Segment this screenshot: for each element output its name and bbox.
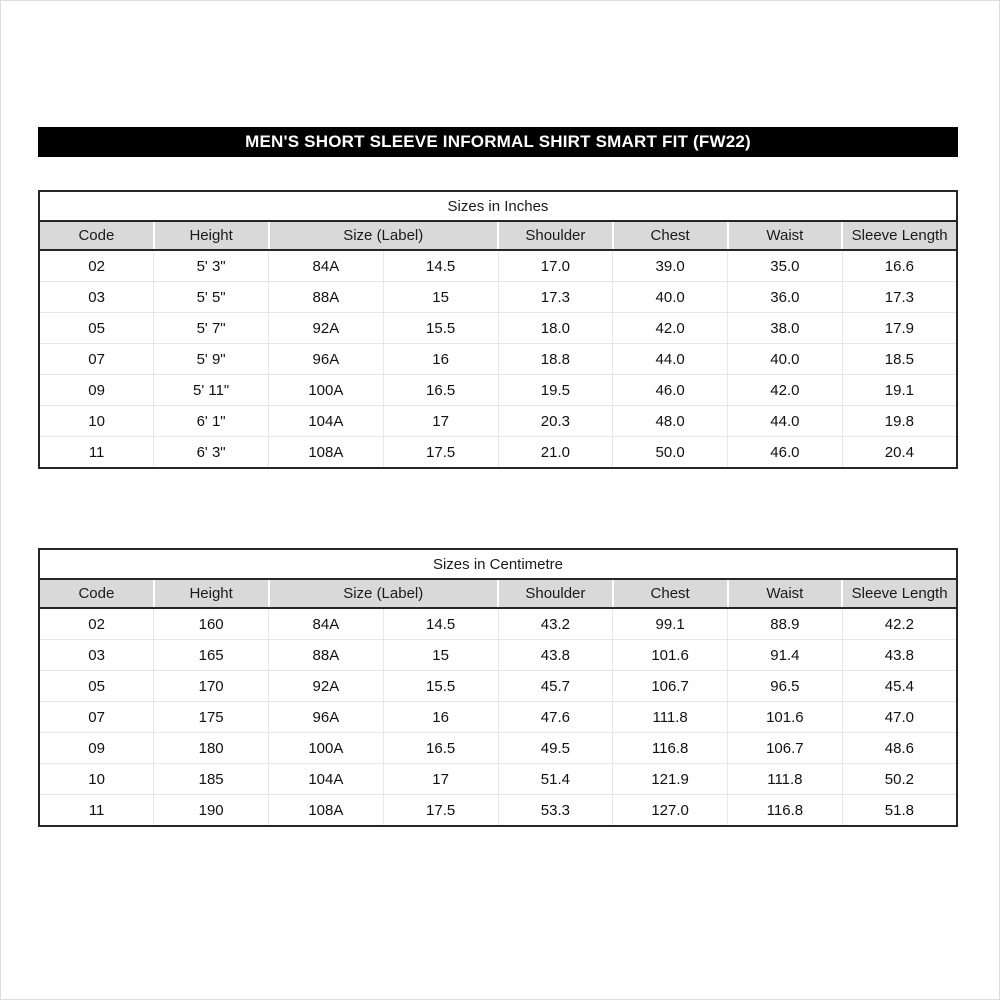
table-cell: 19.1 <box>842 375 957 406</box>
table-cell: 17.3 <box>498 282 613 313</box>
table-row <box>39 406 957 437</box>
centimetre-table-body <box>39 608 957 826</box>
table-cell: 09 <box>39 375 154 406</box>
column-header-size-label: Size (Label) <box>269 221 499 250</box>
table-cell: 18.0 <box>498 313 613 344</box>
table-cell: 42.2 <box>842 608 957 640</box>
table-cell: 16.6 <box>842 250 957 282</box>
table-cell: 116.8 <box>613 733 728 764</box>
table-cell: 47.6 <box>498 702 613 733</box>
table-cell: 88.9 <box>728 608 843 640</box>
table-cell: 15 <box>383 282 498 313</box>
table-cell: 6' 3" <box>154 437 269 469</box>
table-cell: 53.3 <box>498 795 613 827</box>
table-cell: 17.5 <box>383 795 498 827</box>
table-cell: 15.5 <box>383 671 498 702</box>
table-cell: 42.0 <box>728 375 843 406</box>
table-cell: 44.0 <box>613 344 728 375</box>
table-cell: 05 <box>39 671 154 702</box>
title-bar <box>38 127 958 157</box>
table-cell: 38.0 <box>728 313 843 344</box>
column-header-sleeve-length: Sleeve Length <box>842 579 957 608</box>
table-cell: 180 <box>154 733 269 764</box>
table-cell: 106.7 <box>613 671 728 702</box>
table-cell: 46.0 <box>613 375 728 406</box>
table-cell: 111.8 <box>728 764 843 795</box>
table-cell: 51.8 <box>842 795 957 827</box>
table-cell: 17.0 <box>498 250 613 282</box>
table-cell: 96.5 <box>728 671 843 702</box>
table-row <box>39 795 957 827</box>
table-cell: 101.6 <box>728 702 843 733</box>
column-header-height: Height <box>154 579 269 608</box>
column-header-shoulder: Shoulder <box>498 221 613 250</box>
table-cell: 100A <box>269 733 384 764</box>
table-cell: 18.5 <box>842 344 957 375</box>
table-cell: 106.7 <box>728 733 843 764</box>
table-cell: 02 <box>39 250 154 282</box>
column-header-shoulder: Shoulder <box>498 579 613 608</box>
table-cell: 92A <box>269 313 384 344</box>
table-cell: 190 <box>154 795 269 827</box>
table-cell: 108A <box>269 437 384 469</box>
table-row <box>39 671 957 702</box>
table-cell: 5' 3" <box>154 250 269 282</box>
table-cell: 5' 11" <box>154 375 269 406</box>
table-row <box>39 344 957 375</box>
table-row <box>39 702 957 733</box>
table-row <box>39 764 957 795</box>
table-cell: 16 <box>383 702 498 733</box>
table-title-row <box>39 549 957 579</box>
table-cell: 5' 9" <box>154 344 269 375</box>
table-row <box>39 313 957 344</box>
table-cell: 127.0 <box>613 795 728 827</box>
table-cell: 44.0 <box>728 406 843 437</box>
sizes-in-centimetre-table <box>38 548 958 827</box>
table-cell: 5' 5" <box>154 282 269 313</box>
table-cell: 99.1 <box>613 608 728 640</box>
table-cell: 50.2 <box>842 764 957 795</box>
table-cell: 10 <box>39 764 154 795</box>
table-cell: 19.5 <box>498 375 613 406</box>
table-cell: 17.9 <box>842 313 957 344</box>
table-cell: 88A <box>269 640 384 671</box>
table-cell: 43.8 <box>842 640 957 671</box>
table-cell: 18.8 <box>498 344 613 375</box>
table-row <box>39 608 957 640</box>
table-cell: 16 <box>383 344 498 375</box>
table-cell: 50.0 <box>613 437 728 469</box>
table-row <box>39 282 957 313</box>
table-title: Sizes in Inches <box>39 191 957 221</box>
table-cell: 48.0 <box>613 406 728 437</box>
table-cell: 16.5 <box>383 375 498 406</box>
table-cell: 19.8 <box>842 406 957 437</box>
table-cell: 185 <box>154 764 269 795</box>
sizes-in-inches-table <box>38 190 958 469</box>
table-cell: 11 <box>39 795 154 827</box>
table-cell: 51.4 <box>498 764 613 795</box>
table-cell: 91.4 <box>728 640 843 671</box>
table-cell: 02 <box>39 608 154 640</box>
table-row <box>39 250 957 282</box>
column-header-chest: Chest <box>613 579 728 608</box>
table-cell: 17.5 <box>383 437 498 469</box>
column-header-size-label: Size (Label) <box>269 579 499 608</box>
table-cell: 17.3 <box>842 282 957 313</box>
table-cell: 35.0 <box>728 250 843 282</box>
table-cell: 16.5 <box>383 733 498 764</box>
table-cell: 165 <box>154 640 269 671</box>
column-header-row <box>39 579 957 608</box>
column-header-code: Code <box>39 579 154 608</box>
column-header-code: Code <box>39 221 154 250</box>
table-cell: 96A <box>269 702 384 733</box>
table-cell: 36.0 <box>728 282 843 313</box>
table-cell: 49.5 <box>498 733 613 764</box>
table-cell: 09 <box>39 733 154 764</box>
table-cell: 104A <box>269 406 384 437</box>
column-header-height: Height <box>154 221 269 250</box>
table-row <box>39 640 957 671</box>
table-title-row <box>39 191 957 221</box>
table-cell: 05 <box>39 313 154 344</box>
table-cell: 39.0 <box>613 250 728 282</box>
table-cell: 92A <box>269 671 384 702</box>
table-cell: 46.0 <box>728 437 843 469</box>
table-cell: 47.0 <box>842 702 957 733</box>
table-title: Sizes in Centimetre <box>39 549 957 579</box>
table-cell: 15.5 <box>383 313 498 344</box>
table-cell: 20.3 <box>498 406 613 437</box>
table-cell: 20.4 <box>842 437 957 469</box>
table-cell: 6' 1" <box>154 406 269 437</box>
table-cell: 104A <box>269 764 384 795</box>
table-cell: 07 <box>39 344 154 375</box>
table-cell: 03 <box>39 640 154 671</box>
table-cell: 116.8 <box>728 795 843 827</box>
table-row <box>39 733 957 764</box>
table-cell: 45.7 <box>498 671 613 702</box>
table-cell: 96A <box>269 344 384 375</box>
table-cell: 170 <box>154 671 269 702</box>
table-cell: 17 <box>383 764 498 795</box>
table-cell: 42.0 <box>613 313 728 344</box>
table-cell: 5' 7" <box>154 313 269 344</box>
table-cell: 160 <box>154 608 269 640</box>
table-cell: 100A <box>269 375 384 406</box>
table-cell: 101.6 <box>613 640 728 671</box>
table-cell: 10 <box>39 406 154 437</box>
table-cell: 43.8 <box>498 640 613 671</box>
column-header-row <box>39 221 957 250</box>
table-cell: 121.9 <box>613 764 728 795</box>
table-cell: 45.4 <box>842 671 957 702</box>
column-header-waist: Waist <box>728 579 843 608</box>
column-header-sleeve-length: Sleeve Length <box>842 221 957 250</box>
table-cell: 111.8 <box>613 702 728 733</box>
column-header-waist: Waist <box>728 221 843 250</box>
table-row <box>39 437 957 469</box>
table-cell: 11 <box>39 437 154 469</box>
table-cell: 108A <box>269 795 384 827</box>
table-cell: 14.5 <box>383 608 498 640</box>
table-cell: 88A <box>269 282 384 313</box>
table-row <box>39 375 957 406</box>
table-cell: 43.2 <box>498 608 613 640</box>
table-cell: 84A <box>269 250 384 282</box>
table-cell: 84A <box>269 608 384 640</box>
table-cell: 48.6 <box>842 733 957 764</box>
table-cell: 14.5 <box>383 250 498 282</box>
page-title: MEN'S SHORT SLEEVE INFORMAL SHIRT SMART FIT (FW22) <box>245 132 751 151</box>
table-cell: 17 <box>383 406 498 437</box>
table-cell: 07 <box>39 702 154 733</box>
table-cell: 21.0 <box>498 437 613 469</box>
column-header-chest: Chest <box>613 221 728 250</box>
table-cell: 175 <box>154 702 269 733</box>
table-cell: 40.0 <box>613 282 728 313</box>
table-cell: 40.0 <box>728 344 843 375</box>
inches-table-body <box>39 250 957 468</box>
table-cell: 15 <box>383 640 498 671</box>
table-cell: 03 <box>39 282 154 313</box>
